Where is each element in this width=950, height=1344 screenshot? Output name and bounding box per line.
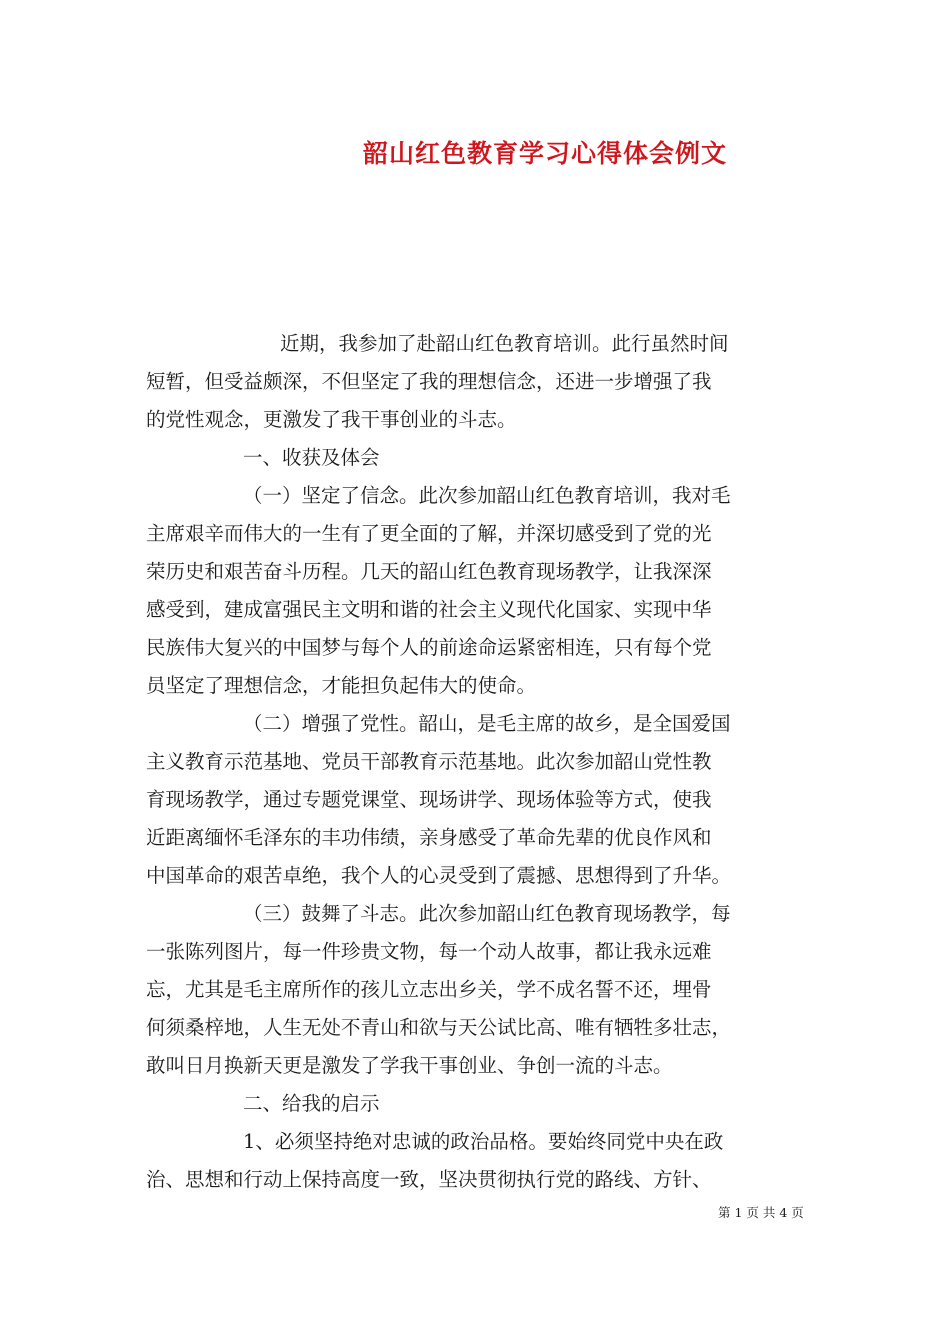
section-heading: 一、收获及体会 <box>243 446 380 469</box>
paragraph-line: 民族伟大复兴的中国梦与每个人的前途命运紧密相连，只有每个党 <box>146 636 712 659</box>
paragraph-line: 一张陈列图片，每一件珍贵文物，每一个动人故事，都让我永远难 <box>146 940 712 963</box>
paragraph-line: 敢叫日月换新天更是激发了学我干事创业、争创一流的斗志。 <box>146 1054 673 1077</box>
paragraph-line: 感受到，建成富强民主文明和谐的社会主义现代化国家、实现中华 <box>146 598 712 621</box>
paragraph-line: 忘，尤其是毛主席所作的孩儿立志出乡关，学不成名誓不还，埋骨 <box>146 978 712 1001</box>
paragraph-line: 主席艰辛而伟大的一生有了更全面的了解，并深切感受到了党的光 <box>146 522 712 545</box>
paragraph-line: 何须桑梓地，人生无处不青山和欲与天公试比高、唯有牺牲多壮志， <box>146 1016 732 1039</box>
paragraph-line: 的党性观念，更激发了我干事创业的斗志。 <box>146 408 517 431</box>
paragraph-line: 主义教育示范基地、党员干部教育示范基地。此次参加韶山党性教 <box>146 750 712 773</box>
section-heading: 二、给我的启示 <box>243 1092 380 1115</box>
paragraph-line: 近距离缅怀毛泽东的丰功伟绩，亲身感受了革命先辈的优良作风和 <box>146 826 712 849</box>
paragraph-line: （二）增强了党性。韶山，是毛主席的故乡，是全国爱国 <box>243 712 731 735</box>
paragraph-line: 育现场教学，通过专题党课堂、现场讲学、现场体验等方式，使我 <box>146 788 712 811</box>
document-body <box>146 325 816 1199</box>
paragraph-line: 荣历史和艰苦奋斗历程。几天的韶山红色教育现场教学，让我深深 <box>146 560 712 583</box>
paragraph-line: （三）鼓舞了斗志。此次参加韶山红色教育现场教学，每 <box>243 902 731 925</box>
paragraph-line: 中国革命的艰苦卓绝，我个人的心灵受到了震撼、思想得到了升华。 <box>146 864 732 887</box>
document-title: 韶山红色教育学习心得体会例文 <box>362 139 727 168</box>
paragraph-line: （一）坚定了信念。此次参加韶山红色教育培训，我对毛 <box>243 484 731 507</box>
paragraph-line: 治、思想和行动上保持高度一致，坚决贯彻执行党的路线、方针、 <box>146 1168 712 1191</box>
paragraph-line: 1、必须坚持绝对忠诚的政治品格。要始终同党中央在政 <box>243 1130 724 1153</box>
paragraph-line: 短暂，但受益颇深，不但坚定了我的理想信念，还进一步增强了我 <box>146 370 712 393</box>
paragraph-line: 员坚定了理想信念，才能担负起伟大的使命。 <box>146 674 537 697</box>
paragraph-line: 近期，我参加了赴韶山红色教育培训。此行虽然时间 <box>280 332 729 355</box>
page-number: 第 1 页 共 4 页 <box>718 1205 804 1220</box>
